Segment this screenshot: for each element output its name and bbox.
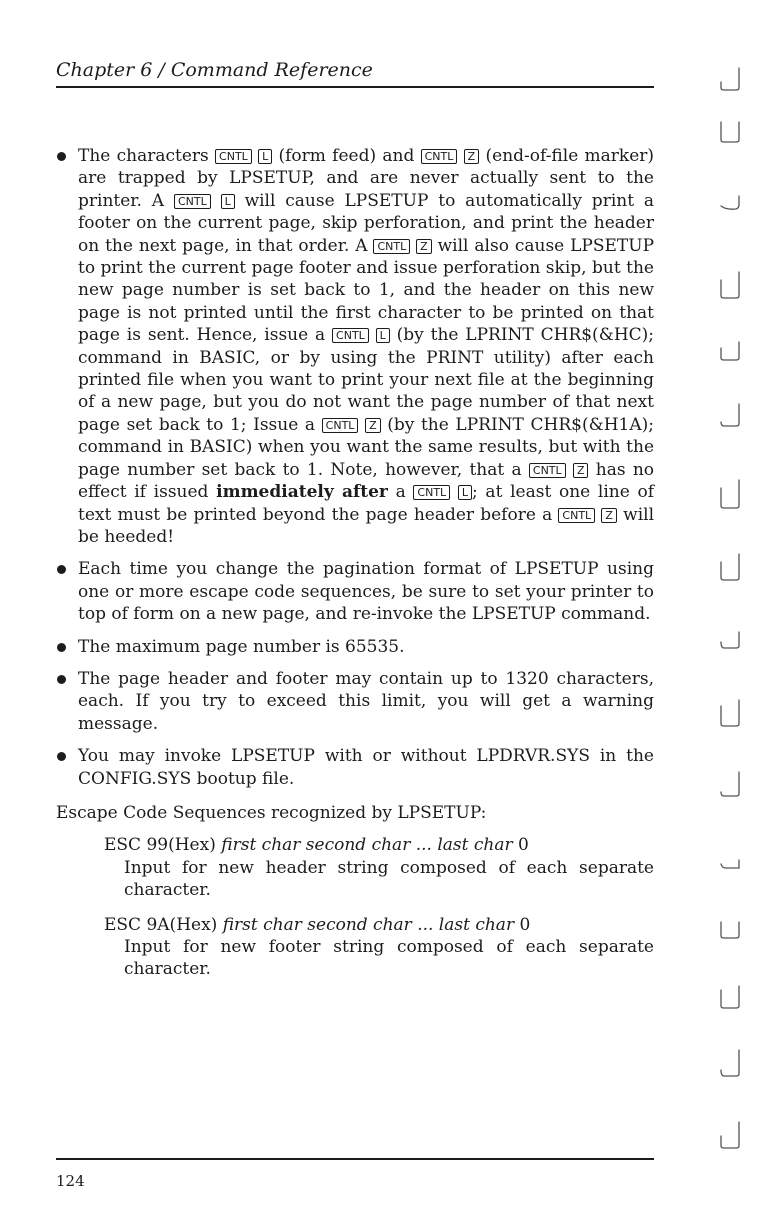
cntl-key: CNTL: [558, 508, 595, 523]
text-segment: will also cause LPSETUP to print the current page footer and issue perforation skip, but the new page number is set back to 1, and the header on this new page is not printed until the first character to be printed on that page is sent. Hence, issue a: [78, 235, 655, 346]
binder-mark: [721, 480, 739, 508]
escape-code: ESC 99(Hex): [104, 835, 216, 856]
text-segment: (form feed) and: [278, 146, 415, 166]
escape-sequence-footer: [104, 914, 654, 981]
escape-terminator: 0: [519, 914, 531, 935]
text-segment: has no effect if issued: [78, 459, 655, 503]
cntl-key: CNTL: [373, 239, 410, 254]
binder-mark: [721, 1050, 739, 1076]
emphasis-text: immediately after: [216, 482, 388, 503]
binder-mark: [721, 342, 739, 360]
bullet-item-max-page: The maximum page number is 65535.: [56, 636, 654, 658]
l-key: L: [458, 485, 472, 500]
binder-mark: [721, 68, 739, 90]
text-segment: ; at least one line of text must be printed beyond the page header before a: [78, 482, 654, 525]
cntl-key: CNTL: [421, 149, 458, 164]
cntl-key: CNTL: [529, 463, 566, 478]
binder-mark: [721, 122, 739, 142]
bullet-item-lpdrvr: You may invoke LPSETUP with or without LPDRVR.SYS in the CONFIG.SYS bootup file.: [56, 745, 654, 790]
escape-sequence-header: [104, 834, 654, 901]
text-segment: The characters: [78, 146, 209, 166]
escape-syntax-line: [104, 834, 654, 856]
z-key: Z: [601, 508, 617, 523]
binder-mark: [721, 700, 739, 726]
escape-terminator: 0: [518, 835, 529, 856]
bullet-item-control-characters: [56, 145, 654, 548]
z-key: Z: [573, 463, 589, 478]
cntl-key: CNTL: [174, 194, 211, 209]
escape-syntax: first char second char ... last char: [222, 914, 515, 935]
page-footer: [56, 1158, 654, 1190]
page-header: [56, 58, 654, 88]
text-segment: (by the LPRINT CHR$(&HC); command in BASIC, or by using the PRINT utility) after each printed file when you want to print your next file at the beginning of a new page, but you do not want the page number of that next page set back to 1; Issue a: [78, 325, 655, 435]
l-key: L: [221, 194, 235, 209]
cntl-key: CNTL: [215, 149, 252, 164]
binder-mark: [721, 1122, 739, 1148]
binder-mark: [721, 860, 739, 868]
cntl-key: CNTL: [322, 418, 359, 433]
z-key: Z: [365, 418, 381, 433]
binder-mark: [721, 404, 739, 426]
bullet-item-pagination: Each time you change the pagination format of LPSETUP using one or more escape code sequences, be sure to set your printer to top of form on a new page, and re-invoke the LPSETUP command.: [56, 558, 654, 625]
binder-mark: [721, 986, 739, 1008]
escape-description: Input for new header string composed of each separate character.: [124, 857, 654, 901]
page-body: [56, 145, 654, 993]
binder-mark: [721, 554, 739, 580]
binder-mark: [721, 772, 739, 796]
text-segment: (by the LPRINT CHR$(&H1A); command in BASIC) when you want the same results, but with the page number set back to 1. Note, however, that a: [78, 414, 654, 480]
text-segment: will be heeded!: [78, 504, 655, 547]
text-segment: a: [395, 482, 406, 503]
bullet-item-header-limit: The page header and footer may contain up to 1320 characters, each. If you try to exceed this limit, you will get a warning message.: [56, 668, 654, 735]
z-key: Z: [464, 149, 480, 164]
l-key: L: [376, 328, 390, 343]
cntl-key: CNTL: [332, 328, 369, 343]
z-key: Z: [416, 239, 432, 254]
escape-code: ESC 9A(Hex): [104, 914, 218, 935]
binder-mark: [721, 196, 739, 209]
escape-intro: Escape Code Sequences recognized by LPSETUP:: [56, 802, 487, 823]
binder-mark: [721, 922, 739, 938]
binder-hole-marks: [716, 60, 746, 1170]
text-segment: (end-of-file marker) are trapped by LPSETUP, and are never actually sent to the printer. A: [78, 146, 655, 211]
binder-mark: [721, 632, 739, 648]
escape-syntax: first char second char ... last char: [221, 835, 513, 856]
text-segment: will cause LPSETUP to automatically print a footer on the current page, skip perforation, and print the header on the next page, in that order. A: [78, 190, 655, 256]
l-key: L: [258, 149, 272, 164]
escape-description: Input for new footer string composed of each separate character.: [124, 937, 654, 980]
binder-mark: [721, 272, 739, 298]
cntl-key: CNTL: [413, 485, 450, 500]
escape-syntax-line: [104, 914, 654, 936]
chapter-title: Chapter 6 / Command Reference: [56, 59, 373, 81]
page-number: 124: [56, 1172, 85, 1190]
